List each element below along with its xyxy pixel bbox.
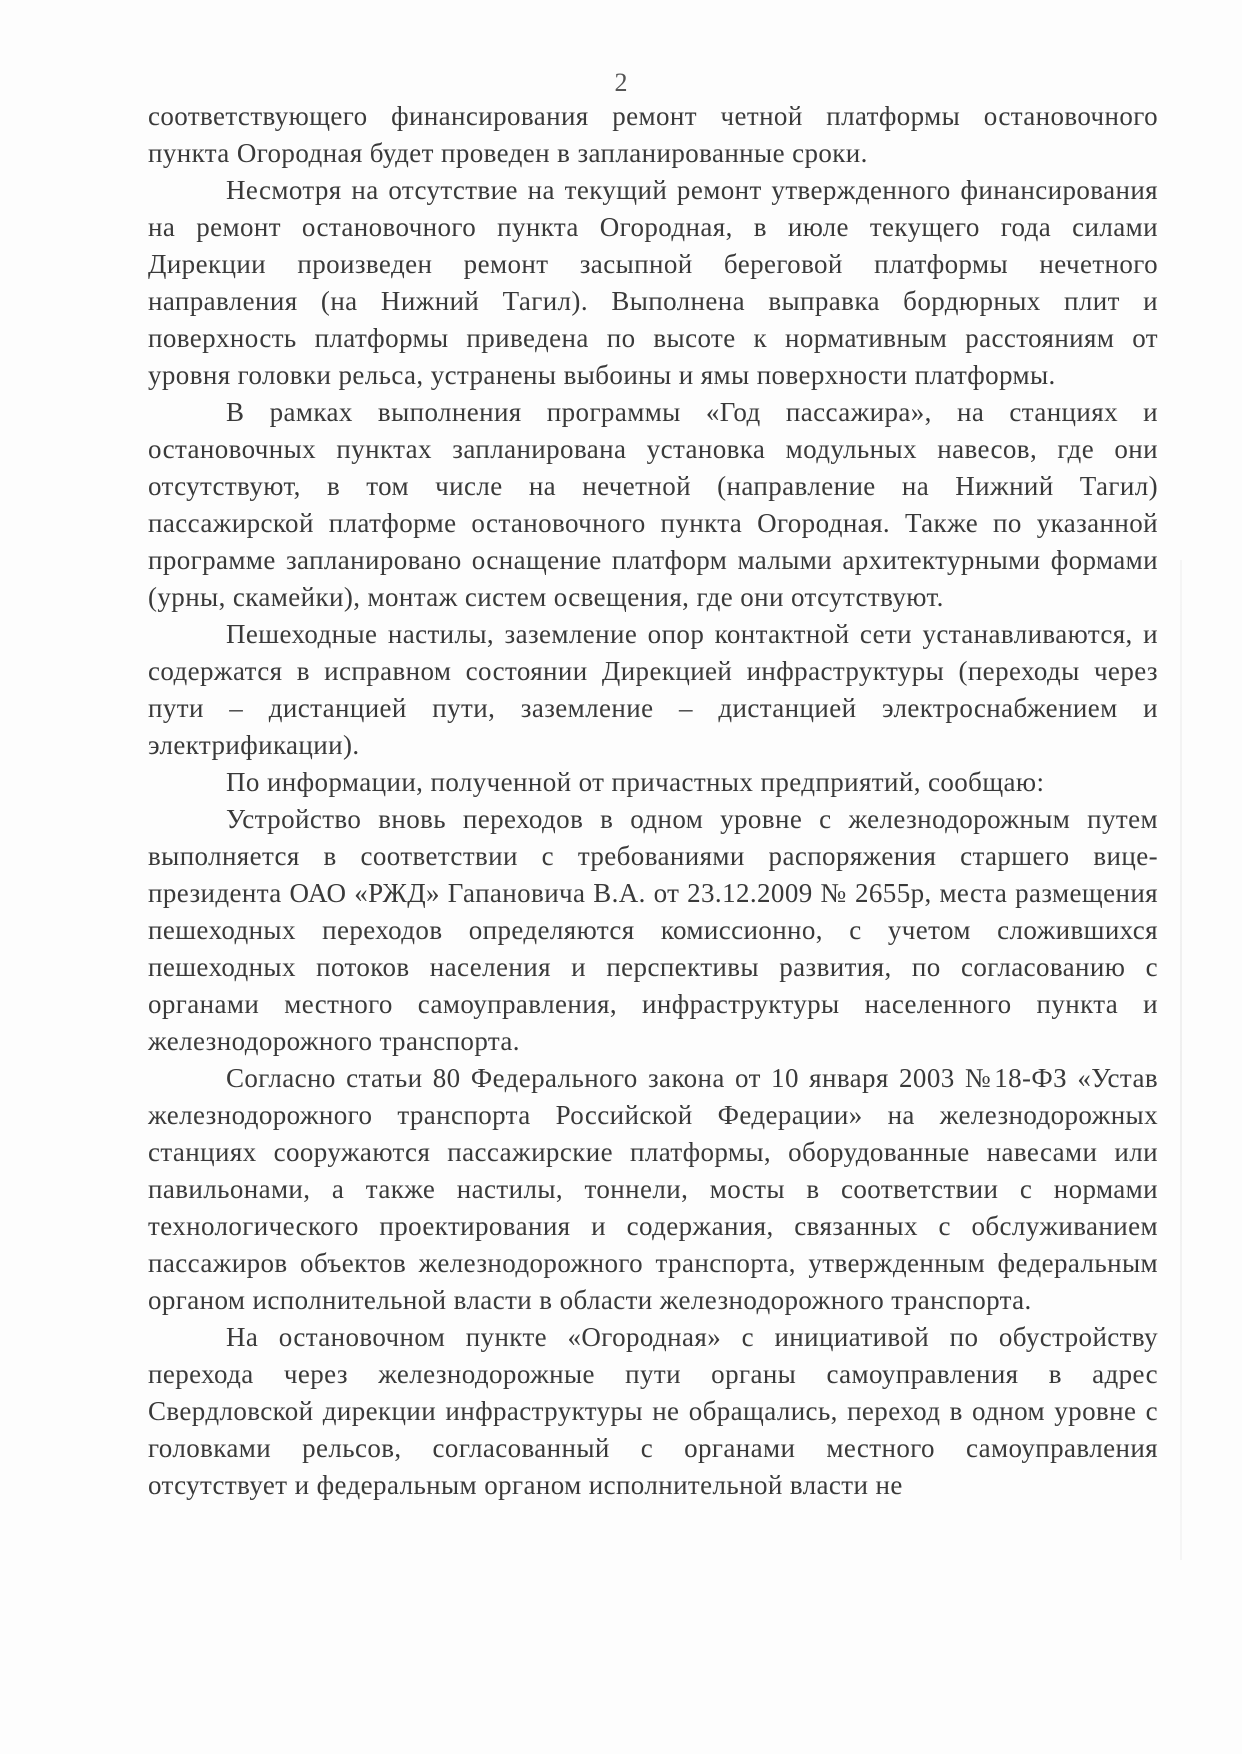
page-number: 2: [614, 68, 628, 97]
paragraph-continuation: соответствующего финансирования ремонт четной платформы остановочного пункта Огородная будет проведен в запланированные сроки.: [148, 101, 1158, 168]
paragraph-federal-law: Согласно статьи 80 Федерального закона от 10 января 2003 №18-ФЗ «Устав железнодорожного транспорта Российской Федерации» на железнодорожных станциях сооружаются пассажирские платформы, оборудованные навесами или павильонами, а также настилы, тоннели, мосты в соответствии с нормами технологического проектирования и содержания, связанных с обслуживанием пассажиров объектов железнодорожного транспорта, утвержденным федеральным органом исполнительной власти в области железнодорожного транспорта.: [148, 1063, 1158, 1315]
document-body: [148, 98, 1158, 1504]
scan-artifact-line: [1180, 560, 1182, 1560]
paragraph-pedestrian-decking: Пешеходные настилы, заземление опор контактной сети устанавливаются, и содержатся в исправном состоянии Дирекцией инфраструктуры (переходы через пути – дистанцией пути, заземление – дистанцией электроснабжением и электрификации).: [148, 619, 1158, 760]
paragraph-information-intro: По информации, полученной от причастных предприятий, сообщаю:: [226, 767, 1045, 797]
paragraph-crossing-construction: Устройство вновь переходов в одном уровне с железнодорожным путем выполняется в соответствии с требованиями распоряжения старшего вице-президента ОАО «РЖД» Гапановича В.А. от 23.12.2009 № 2655р, места размещения пешеходных переходов определяются комиссионно, с учетом сложившихся пешеходных потоков населения и перспективы развития, по согласованию с органами местного самоуправления, инфраструктуры населенного пункта и железнодорожного транспорта.: [148, 804, 1158, 1056]
paragraph-passenger-year-program: В рамках выполнения программы «Год пассажира», на станциях и остановочных пунктах запланирована установка модульных навесов, где они отсутствуют, в том числе на нечетной (направление на Нижний Тагил) пассажирской платформе остановочного пункта Огородная. Также по указанной программе запланировано оснащение платформ малыми архитектурными формами (урны, скамейки), монтаж систем освещения, где они отсутствуют.: [148, 397, 1158, 612]
paragraph-platform-repair: Несмотря на отсутствие на текущий ремонт утвержденного финансирования на ремонт остановочного пункта Огородная, в июле текущего года силами Дирекции произведен ремонт засыпной береговой платформы нечетного направления (на Нижний Тагил). Выполнена выправка бордюрных плит и поверхность платформы приведена по высоте к нормативным расстояниям от уровня головки рельса, устранены выбоины и ямы поверхности платформы.: [148, 175, 1158, 390]
paragraph-ogorodnaya-crossing: На остановочном пункте «Огородная» с инициативой по обустройству перехода через железнодорожные пути органы самоуправления в адрес Свердловской дирекции инфраструктуры не обращались, переход в одном уровне с головками рельсов, согласованный с органами местного самоуправления отсутствует и федеральным органом исполнительной власти не: [148, 1322, 1158, 1500]
